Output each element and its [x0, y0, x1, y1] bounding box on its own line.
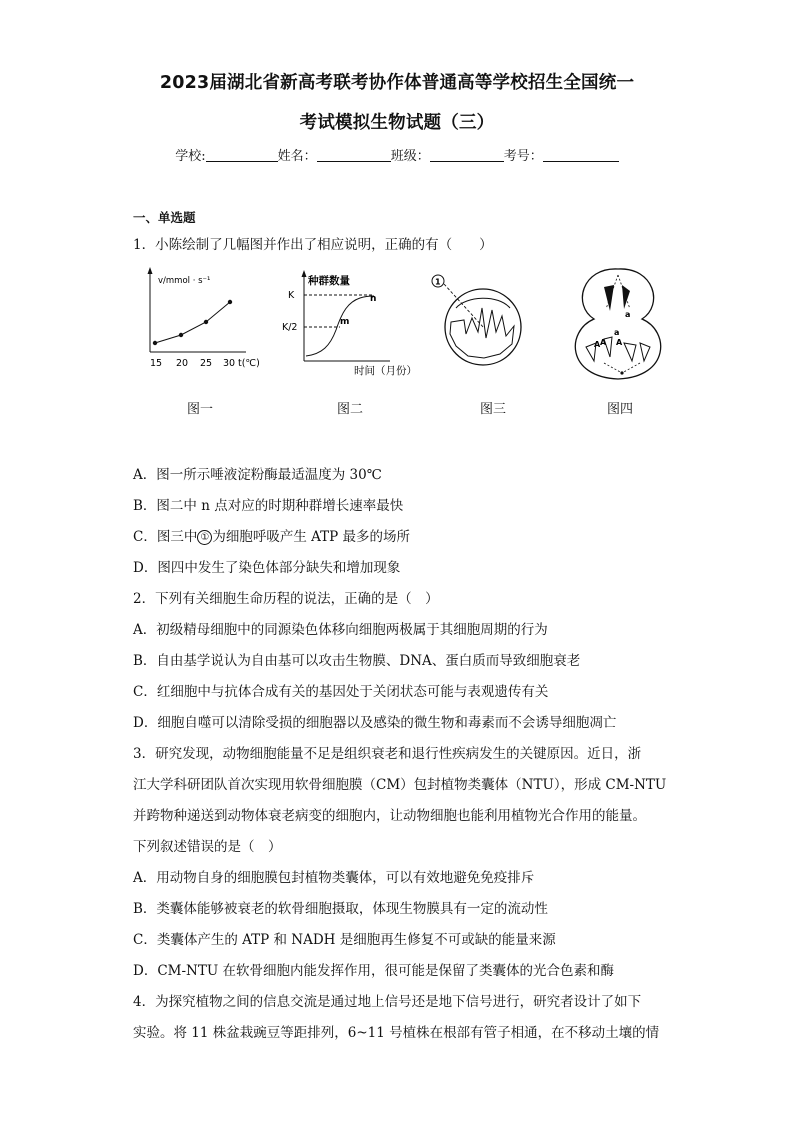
- fig2-ytick-k: K: [288, 290, 295, 301]
- fig4-chromosome-bottom: [640, 343, 650, 361]
- fig1-y-arrow: [148, 267, 153, 274]
- circled-one-marker: ①: [197, 530, 212, 545]
- question-1-stem: 1．小陈绘制了几幅图并作出了相应说明，正确的有（ ）: [133, 237, 493, 253]
- question-3-stem-line: 江大学科研团队首次实现用软骨细胞膜（CM）包封植物类囊体（NTU），形成 CM-NTU: [133, 777, 667, 793]
- question-1-option-a: A．图一所示唾液淀粉酶最适温度为 30℃: [133, 467, 382, 483]
- student-info-row: [0, 145, 794, 164]
- question-2-option-c: C．红细胞中与抗体合成有关的基因处于关闭状态可能与表观遗传有关: [133, 684, 549, 700]
- fig2-ytick-k2: K/2: [282, 322, 298, 333]
- name-label: 姓名：: [277, 149, 317, 164]
- question-2-option-a: A．初级精母细胞中的同源染色体移向细胞两极属于其细胞周期的行为: [133, 622, 548, 638]
- question-2-option-d: D．细胞自噬可以清除受损的细胞器以及感染的微生物和毒素而不会诱导细胞凋亡: [133, 715, 617, 731]
- figure-3-mitochondrion-diagram: [426, 270, 536, 380]
- figure-1-caption: 图一: [187, 402, 214, 417]
- question-3-option-c: C．类囊体产生的 ATP 和 NADH 是细胞再生修复不可或缺的能量来源: [133, 932, 556, 948]
- fig4-gene: A: [594, 340, 601, 349]
- fig1-xunit: t(℃): [238, 358, 260, 369]
- class-blank: [430, 148, 504, 162]
- fig1-point: [179, 333, 183, 337]
- question-1-option-c: [133, 525, 410, 545]
- fig4-spindle: [622, 363, 640, 373]
- school-label: 学校:: [175, 149, 206, 164]
- fig4-spindle: [604, 363, 622, 373]
- school-blank: [206, 148, 278, 162]
- exam-title-line-1: 2023届湖北省新高考联考协作体普通高等学校招生全国统一: [159, 73, 635, 93]
- fig3-outer-membrane: [445, 289, 521, 365]
- fig1-xtick: 25: [200, 358, 213, 369]
- class-label: 班级：: [390, 149, 430, 164]
- question-3-option-b: B．类囊体能够被衰老的软骨细胞摄取，体现生物膜具有一定的流动性: [133, 901, 548, 917]
- fig4-chromosome-bottom: [624, 343, 636, 361]
- question-1-option-b: B．图二中 n 点对应的时期种群增长速率最快: [133, 498, 404, 514]
- question-3-option-d: D．CM-NTU 在软骨细胞内能发挥作用，很可能是保留了类囊体的光合色素和酶: [133, 963, 615, 979]
- figure-1-enzyme-rate-graph: [138, 265, 274, 380]
- figure-4-cell-division-diagram: [562, 265, 674, 383]
- fig1-point: [153, 341, 157, 345]
- figure-4-caption: 图四: [607, 402, 634, 417]
- figure-2-population-growth-graph: [282, 268, 417, 380]
- fig1-xtick: 20: [176, 358, 189, 369]
- name-blank: [317, 148, 391, 162]
- fig1-point: [204, 320, 208, 324]
- fig3-inner-cristae: [450, 308, 514, 358]
- fig4-centrosome: [620, 371, 623, 374]
- fig2-point-n: n: [370, 294, 377, 304]
- number-label: 考号：: [503, 149, 543, 164]
- question-4-stem-line: 实验。将 11 株盆栽豌豆等距排列，6~11 号植株在根部有管子相通，在不移动土壤的情: [133, 1025, 660, 1041]
- fig2-xlabel: 时间（月份）: [354, 365, 417, 377]
- fig4-gene: A: [616, 338, 623, 347]
- fig2-point-m: m: [340, 317, 350, 327]
- fig3-marker-digit: 1: [435, 277, 441, 287]
- figure-3-caption: 图三: [480, 402, 507, 417]
- fig1-curve: [155, 302, 230, 343]
- fig4-chromosome-top: [604, 285, 614, 311]
- fig4-gene: a: [614, 328, 620, 337]
- option-c-prefix: C．图三中: [133, 529, 198, 545]
- fig1-ylabel: v/mmol · s⁻¹: [158, 276, 211, 286]
- section-heading: 一、单选题: [133, 210, 196, 225]
- question-1-option-d: D．图四中发生了染色体部分缺失和增加现象: [133, 560, 401, 576]
- fig2-ylabel: 种群数量: [308, 275, 350, 287]
- fig4-gene: A: [600, 338, 607, 347]
- fig1-point: [228, 300, 232, 304]
- number-blank: [543, 148, 619, 162]
- question-3-option-a: A．用动物自身的细胞膜包封植物类囊体，可以有效地避免免疫排斥: [133, 870, 535, 886]
- fig2-y-arrow: [302, 270, 307, 277]
- question-2-option-b: B．自由基学说认为自由基可以攻击生物膜、DNA、蛋白质而导致细胞衰老: [133, 653, 581, 669]
- question-3-stem-line: 3．研究发现，动物细胞能量不足是组织衰老和退行性疾病发生的关键原因。近日，浙: [133, 746, 642, 762]
- fig1-xtick: 30: [223, 358, 236, 369]
- exam-title-line-2: 考试模拟生物试题（三）: [299, 113, 495, 133]
- question-4-stem-line: 4．为探究植物之间的信息交流是通过地上信号还是地下信号进行，研究者设计了如下: [133, 994, 642, 1010]
- figure-2-caption: 图二: [337, 402, 364, 417]
- option-c-rest: 为细胞呼吸产生 ATP 最多的场所: [212, 529, 411, 545]
- question-3-stem-line: 并跨物种递送到动物体衰老病变的细胞内，让动物细胞也能利用植物光合作用的能量。: [133, 808, 646, 824]
- fig4-cell-outline: [575, 269, 660, 379]
- question-2-stem: 2．下列有关细胞生命历程的说法，正确的是（ ）: [133, 591, 439, 607]
- fig1-xtick: 15: [150, 358, 163, 369]
- fig4-gene: a: [625, 310, 631, 319]
- question-3-stem-line: 下列叙述错误的是（ ）: [133, 839, 282, 855]
